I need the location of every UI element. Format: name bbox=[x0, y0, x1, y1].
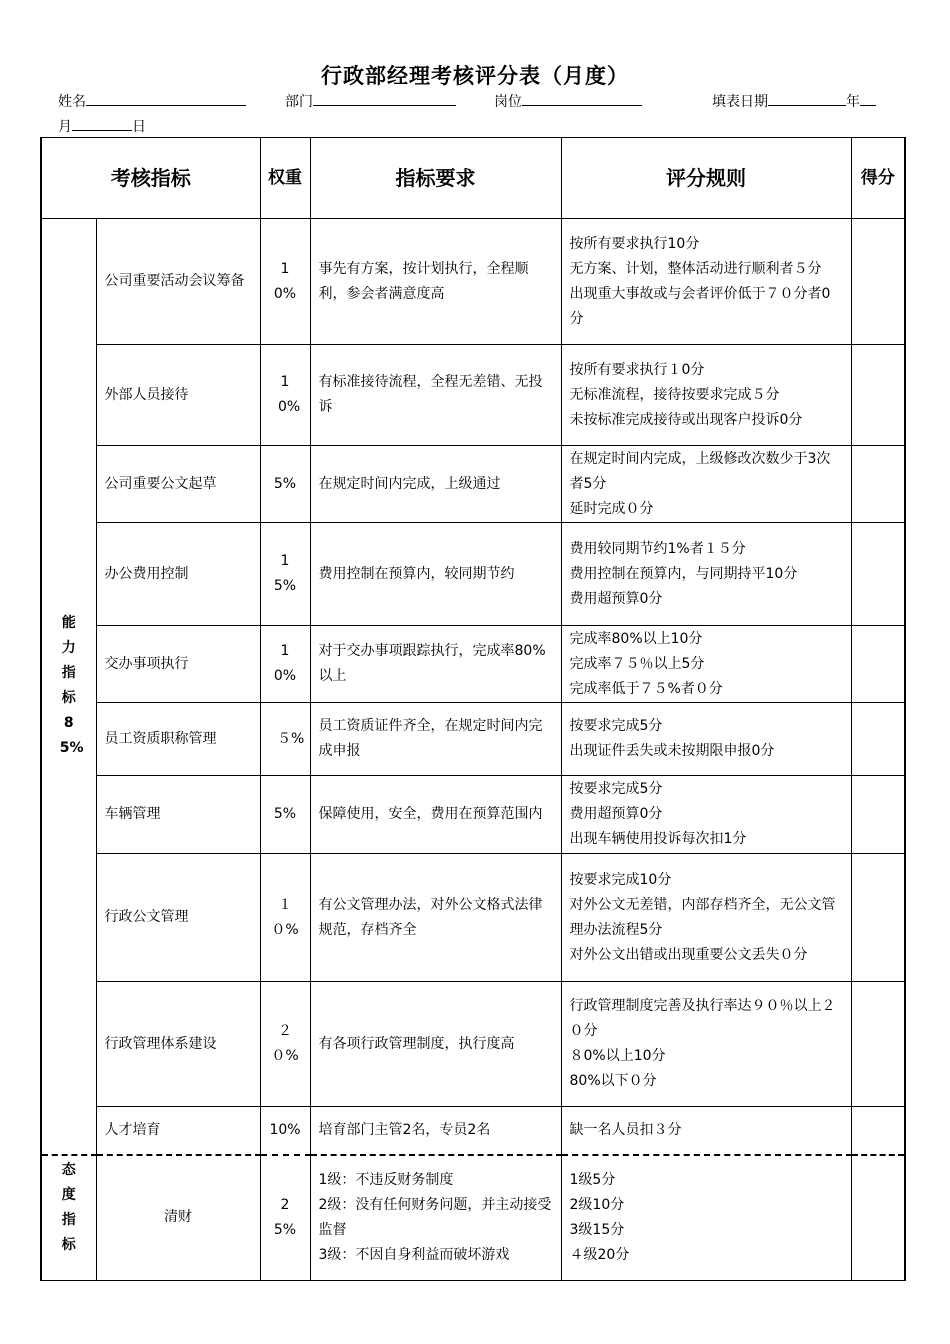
date-label: 填表日期 bbox=[712, 94, 768, 110]
name-blank[interactable] bbox=[86, 90, 246, 106]
row-indicator: 行政公文管理 bbox=[96, 854, 260, 982]
row-indicator: 公司重要公文起草 bbox=[96, 446, 260, 523]
score-cell[interactable] bbox=[851, 1155, 905, 1281]
table-row bbox=[41, 345, 905, 446]
category-ability: 能力指标85% bbox=[41, 219, 96, 1155]
row-weight: 5% bbox=[260, 446, 310, 523]
month-blank-a[interactable] bbox=[860, 90, 876, 106]
row-rules: 按所有要求执行１0分 无标准流程，接待按要求完成５分 未按标准完成接待或出现客户投诉0分 bbox=[561, 345, 851, 446]
dept-field[interactable] bbox=[285, 90, 456, 111]
year-blank[interactable] bbox=[768, 90, 846, 106]
row-rules: 1级5分 2级10分 3级15分 ４级20分 bbox=[561, 1155, 851, 1281]
row-weight: 25% bbox=[260, 1155, 310, 1281]
score-cell[interactable] bbox=[851, 1107, 905, 1155]
dept-blank[interactable] bbox=[313, 90, 456, 106]
post-label: 岗位 bbox=[494, 94, 522, 110]
row-requirement: 培育部门主管2名，专员2名 bbox=[310, 1107, 561, 1155]
row-requirement: 保障使用，安全，费用在预算范围内 bbox=[310, 776, 561, 854]
post-field[interactable] bbox=[494, 90, 642, 111]
table-row bbox=[41, 703, 905, 776]
score-cell[interactable] bbox=[851, 703, 905, 776]
row-requirement: 费用控制在预算内，较同期节约 bbox=[310, 523, 561, 626]
score-cell[interactable] bbox=[851, 776, 905, 854]
row-requirement: 有标准接待流程，全程无差错、无投诉 bbox=[310, 345, 561, 446]
row-requirement: 在规定时间内完成，上级通过 bbox=[310, 446, 561, 523]
name-label: 姓名 bbox=[58, 94, 86, 110]
month-label: 月 bbox=[58, 119, 72, 135]
row-rules: 完成率80%以上10分 完成率７５％以上5分 完成率低于７５%者０分 bbox=[561, 626, 851, 703]
score-cell[interactable] bbox=[851, 982, 905, 1107]
score-cell[interactable] bbox=[851, 854, 905, 982]
row-weight: 15% bbox=[260, 523, 310, 626]
table-row bbox=[41, 219, 905, 345]
row-weight: １０% bbox=[260, 854, 310, 982]
table-row bbox=[41, 446, 905, 523]
row-rules: 按要求完成5分 出现证件丢失或未按期限申报0分 bbox=[561, 703, 851, 776]
header-requirement: 指标要求 bbox=[310, 138, 561, 219]
header-indicator: 考核指标 bbox=[41, 138, 260, 219]
category-attitude: 态度指标 bbox=[41, 1155, 96, 1281]
row-indicator: 员工资质职称管理 bbox=[96, 703, 260, 776]
row-requirement: 1级：不违反财务制度 2级：没有任何财务问题，并主动接受监督 3级：不因自身利益而破坏游戏 bbox=[310, 1155, 561, 1281]
name-field[interactable] bbox=[58, 90, 246, 111]
score-cell[interactable] bbox=[851, 626, 905, 703]
row-weight: 10% bbox=[260, 345, 310, 446]
table-row bbox=[41, 626, 905, 703]
row-requirement: 有公文管理办法，对外公文格式法律规范，存档齐全 bbox=[310, 854, 561, 982]
row-indicator: 人才培育 bbox=[96, 1107, 260, 1155]
table-row bbox=[41, 982, 905, 1107]
header-weight: 权重 bbox=[260, 138, 310, 219]
table-row bbox=[41, 854, 905, 982]
row-indicator: 公司重要活动会议筹备 bbox=[96, 219, 260, 345]
row-requirement: 有各项行政管理制度，执行度高 bbox=[310, 982, 561, 1107]
row-indicator: 办公费用控制 bbox=[96, 523, 260, 626]
date-field[interactable] bbox=[712, 90, 876, 111]
row-weight: 10% bbox=[260, 1107, 310, 1155]
row-rules: 按要求完成10分 对外公文无差错，内部存档齐全，无公文管理办法流程5分 对外公文出错或出现重要公文丢失０分 bbox=[561, 854, 851, 982]
row-requirement: 事先有方案，按计划执行，全程顺利，参会者满意度高 bbox=[310, 219, 561, 345]
table-row bbox=[41, 776, 905, 854]
row-requirement: 对于交办事项跟踪执行，完成率80%以上 bbox=[310, 626, 561, 703]
month-day-field[interactable] bbox=[58, 115, 146, 136]
row-indicator: 交办事项执行 bbox=[96, 626, 260, 703]
row-weight: 10% bbox=[260, 219, 310, 345]
row-indicator: 清财 bbox=[96, 1155, 260, 1281]
row-weight: ２０% bbox=[260, 982, 310, 1107]
day-label: 日 bbox=[132, 119, 146, 135]
header-row bbox=[41, 138, 905, 219]
row-indicator: 车辆管理 bbox=[96, 776, 260, 854]
score-cell[interactable] bbox=[851, 219, 905, 345]
header-rule: 评分规则 bbox=[561, 138, 851, 219]
row-indicator: 外部人员接待 bbox=[96, 345, 260, 446]
year-label: 年 bbox=[846, 94, 860, 110]
header-score: 得分 bbox=[851, 138, 905, 219]
row-requirement: 员工资质证件齐全，在规定时间内完成申报 bbox=[310, 703, 561, 776]
row-rules: 在规定时间内完成，上级修改次数少于3次者5分 延时完成０分 bbox=[561, 446, 851, 523]
assessment-table bbox=[40, 137, 906, 1281]
row-weight: ５% bbox=[260, 703, 310, 776]
table-row bbox=[41, 1107, 905, 1155]
row-indicator: 行政管理体系建设 bbox=[96, 982, 260, 1107]
dept-label: 部门 bbox=[285, 94, 313, 110]
row-rules: 行政管理制度完善及执行率达９０％以上２０分 ８0%以上10分 80%以下０分 bbox=[561, 982, 851, 1107]
row-rules: 费用较同期节约1%者１５分 费用控制在预算内，与同期持平10分 费用超预算0分 bbox=[561, 523, 851, 626]
score-cell[interactable] bbox=[851, 523, 905, 626]
post-blank[interactable] bbox=[522, 90, 642, 106]
table-row bbox=[41, 1155, 905, 1281]
row-rules: 缺一名人员扣３分 bbox=[561, 1107, 851, 1155]
score-cell[interactable] bbox=[851, 345, 905, 446]
row-weight: 10% bbox=[260, 626, 310, 703]
table-row bbox=[41, 523, 905, 626]
score-cell[interactable] bbox=[851, 446, 905, 523]
row-weight: 5% bbox=[260, 776, 310, 854]
row-rules: 按所有要求执行10分 无方案、计划，整体活动进行顺利者５分 出现重大事故或与会者评价低于７０分者0分 bbox=[561, 219, 851, 345]
month-blank[interactable] bbox=[72, 115, 132, 131]
page-title: 行政部经理考核评分表（月度） bbox=[321, 64, 629, 88]
row-rules: 按要求完成5分 费用超预算0分 出现车辆使用投诉每次扣1分 bbox=[561, 776, 851, 854]
